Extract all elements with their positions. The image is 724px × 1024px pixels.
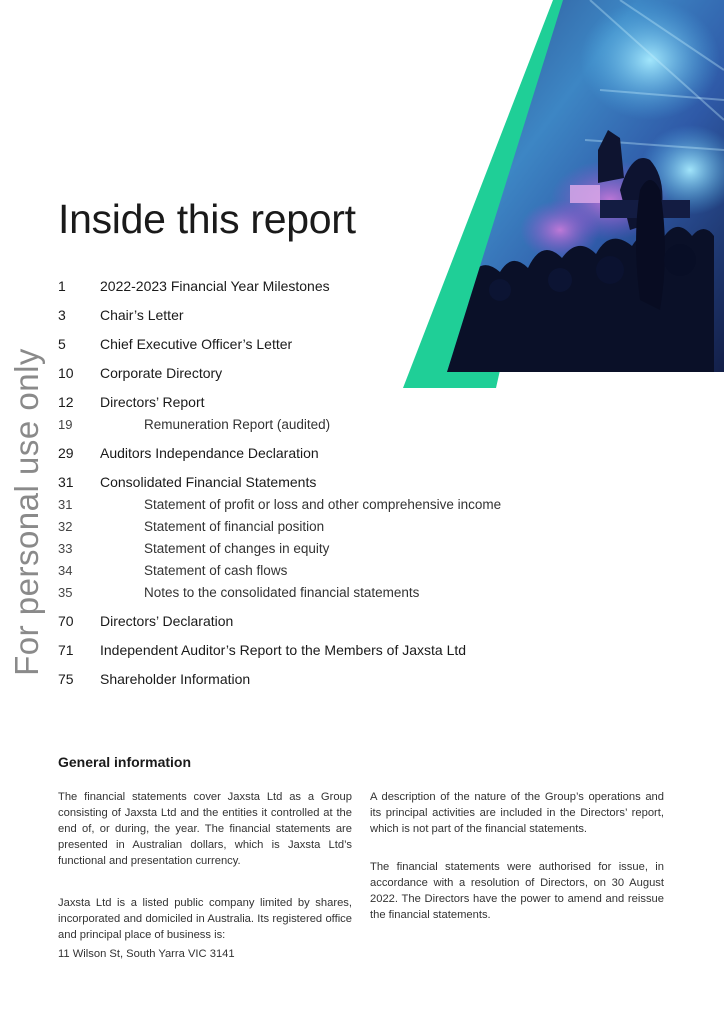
- toc-page-number: 31: [58, 496, 73, 512]
- toc-page-number: 75: [58, 671, 74, 687]
- page-title: Inside this report: [58, 196, 356, 242]
- toc-label: Shareholder Information: [100, 671, 251, 687]
- toc-subrow[interactable]: [58, 516, 324, 536]
- toc-page-number: 35: [58, 584, 73, 600]
- toc-page-number: 32: [58, 518, 73, 534]
- toc-label: Chief Executive Officer’s Letter: [100, 336, 293, 352]
- toc-page-number: 31: [58, 474, 74, 490]
- toc-label: Chair’s Letter: [100, 307, 184, 323]
- toc-row[interactable]: [58, 276, 330, 296]
- general-info-right-column: [370, 789, 664, 923]
- toc-row[interactable]: [58, 392, 205, 412]
- toc-label: Corporate Directory: [100, 365, 223, 381]
- address: 11 Wilson St, South Yarra VIC 3141: [58, 948, 235, 960]
- toc-row[interactable]: [58, 334, 292, 354]
- toc-label: Auditors Independance Declaration: [100, 445, 319, 461]
- toc-page-number: 12: [58, 394, 74, 410]
- toc-row[interactable]: [58, 669, 250, 689]
- toc-label: 2022-2023 Financial Year Milestones: [100, 278, 330, 294]
- toc-label: Directors’ Report: [100, 394, 205, 410]
- general-information-heading: General information: [58, 754, 192, 770]
- toc-row[interactable]: [58, 472, 316, 492]
- toc-subrow[interactable]: [58, 582, 419, 602]
- toc-page-number: 3: [58, 307, 66, 323]
- toc-label: Notes to the consolidated financial statements: [144, 584, 420, 600]
- toc-label: Directors’ Declaration: [100, 613, 234, 629]
- paragraph: The financial statements were authorised for issue, in accordance with a resolution of Directors, on 30 August 2022. The Directors have the power to amend and reissue the financial statements.: [370, 861, 664, 921]
- toc-row[interactable]: [58, 611, 233, 631]
- toc-page-number: 33: [58, 540, 73, 556]
- toc-page-number: 34: [58, 562, 73, 578]
- toc-page-number: 71: [58, 642, 74, 658]
- toc-row[interactable]: [58, 443, 319, 463]
- toc-row[interactable]: [58, 640, 466, 660]
- toc-subrow[interactable]: [58, 494, 501, 514]
- toc-page-number: 70: [58, 613, 74, 629]
- general-info-left-column: [58, 789, 352, 962]
- toc-subrow[interactable]: [58, 560, 287, 580]
- toc-page-number: 19: [58, 416, 73, 432]
- paragraph: The financial statements cover Jaxsta Ltd as a Group consisting of Jaxsta Ltd and the entities it controlled at the end of, or during, the year. The financial statements are presented in Australian dollars, which is Jaxsta Ltd’s functional and presentation currency.: [58, 791, 352, 867]
- toc-label: Remuneration Report (audited): [144, 416, 331, 432]
- toc-row[interactable]: [58, 305, 184, 325]
- toc-page-number: 1: [58, 278, 66, 294]
- toc-label: Consolidated Financial Statements: [100, 474, 317, 490]
- toc-label: Independent Auditor’s Report to the Members of Jaxsta Ltd: [100, 642, 467, 658]
- toc-subrow[interactable]: [58, 414, 330, 434]
- paragraph: A description of the nature of the Group’s operations and its principal activities are included in the Directors’ report, which is not part of the financial statements.: [370, 791, 664, 835]
- toc-page-number: 5: [58, 336, 66, 352]
- toc-subrow[interactable]: [58, 538, 329, 558]
- toc-label: Statement of profit or loss and other comprehensive income: [144, 496, 502, 512]
- toc-page-number: 10: [58, 365, 74, 381]
- toc-label: Statement of changes in equity: [144, 540, 330, 556]
- toc-row[interactable]: [58, 363, 222, 383]
- paragraph: Jaxsta Ltd is a listed public company limited by shares, incorporated and domiciled in Australia. Its registered office and principal place of business is:: [58, 897, 352, 941]
- toc-label: Statement of cash flows: [144, 562, 288, 578]
- watermark: For personal use only: [8, 348, 45, 676]
- toc-label: Statement of financial position: [144, 518, 325, 534]
- toc-page-number: 29: [58, 445, 74, 461]
